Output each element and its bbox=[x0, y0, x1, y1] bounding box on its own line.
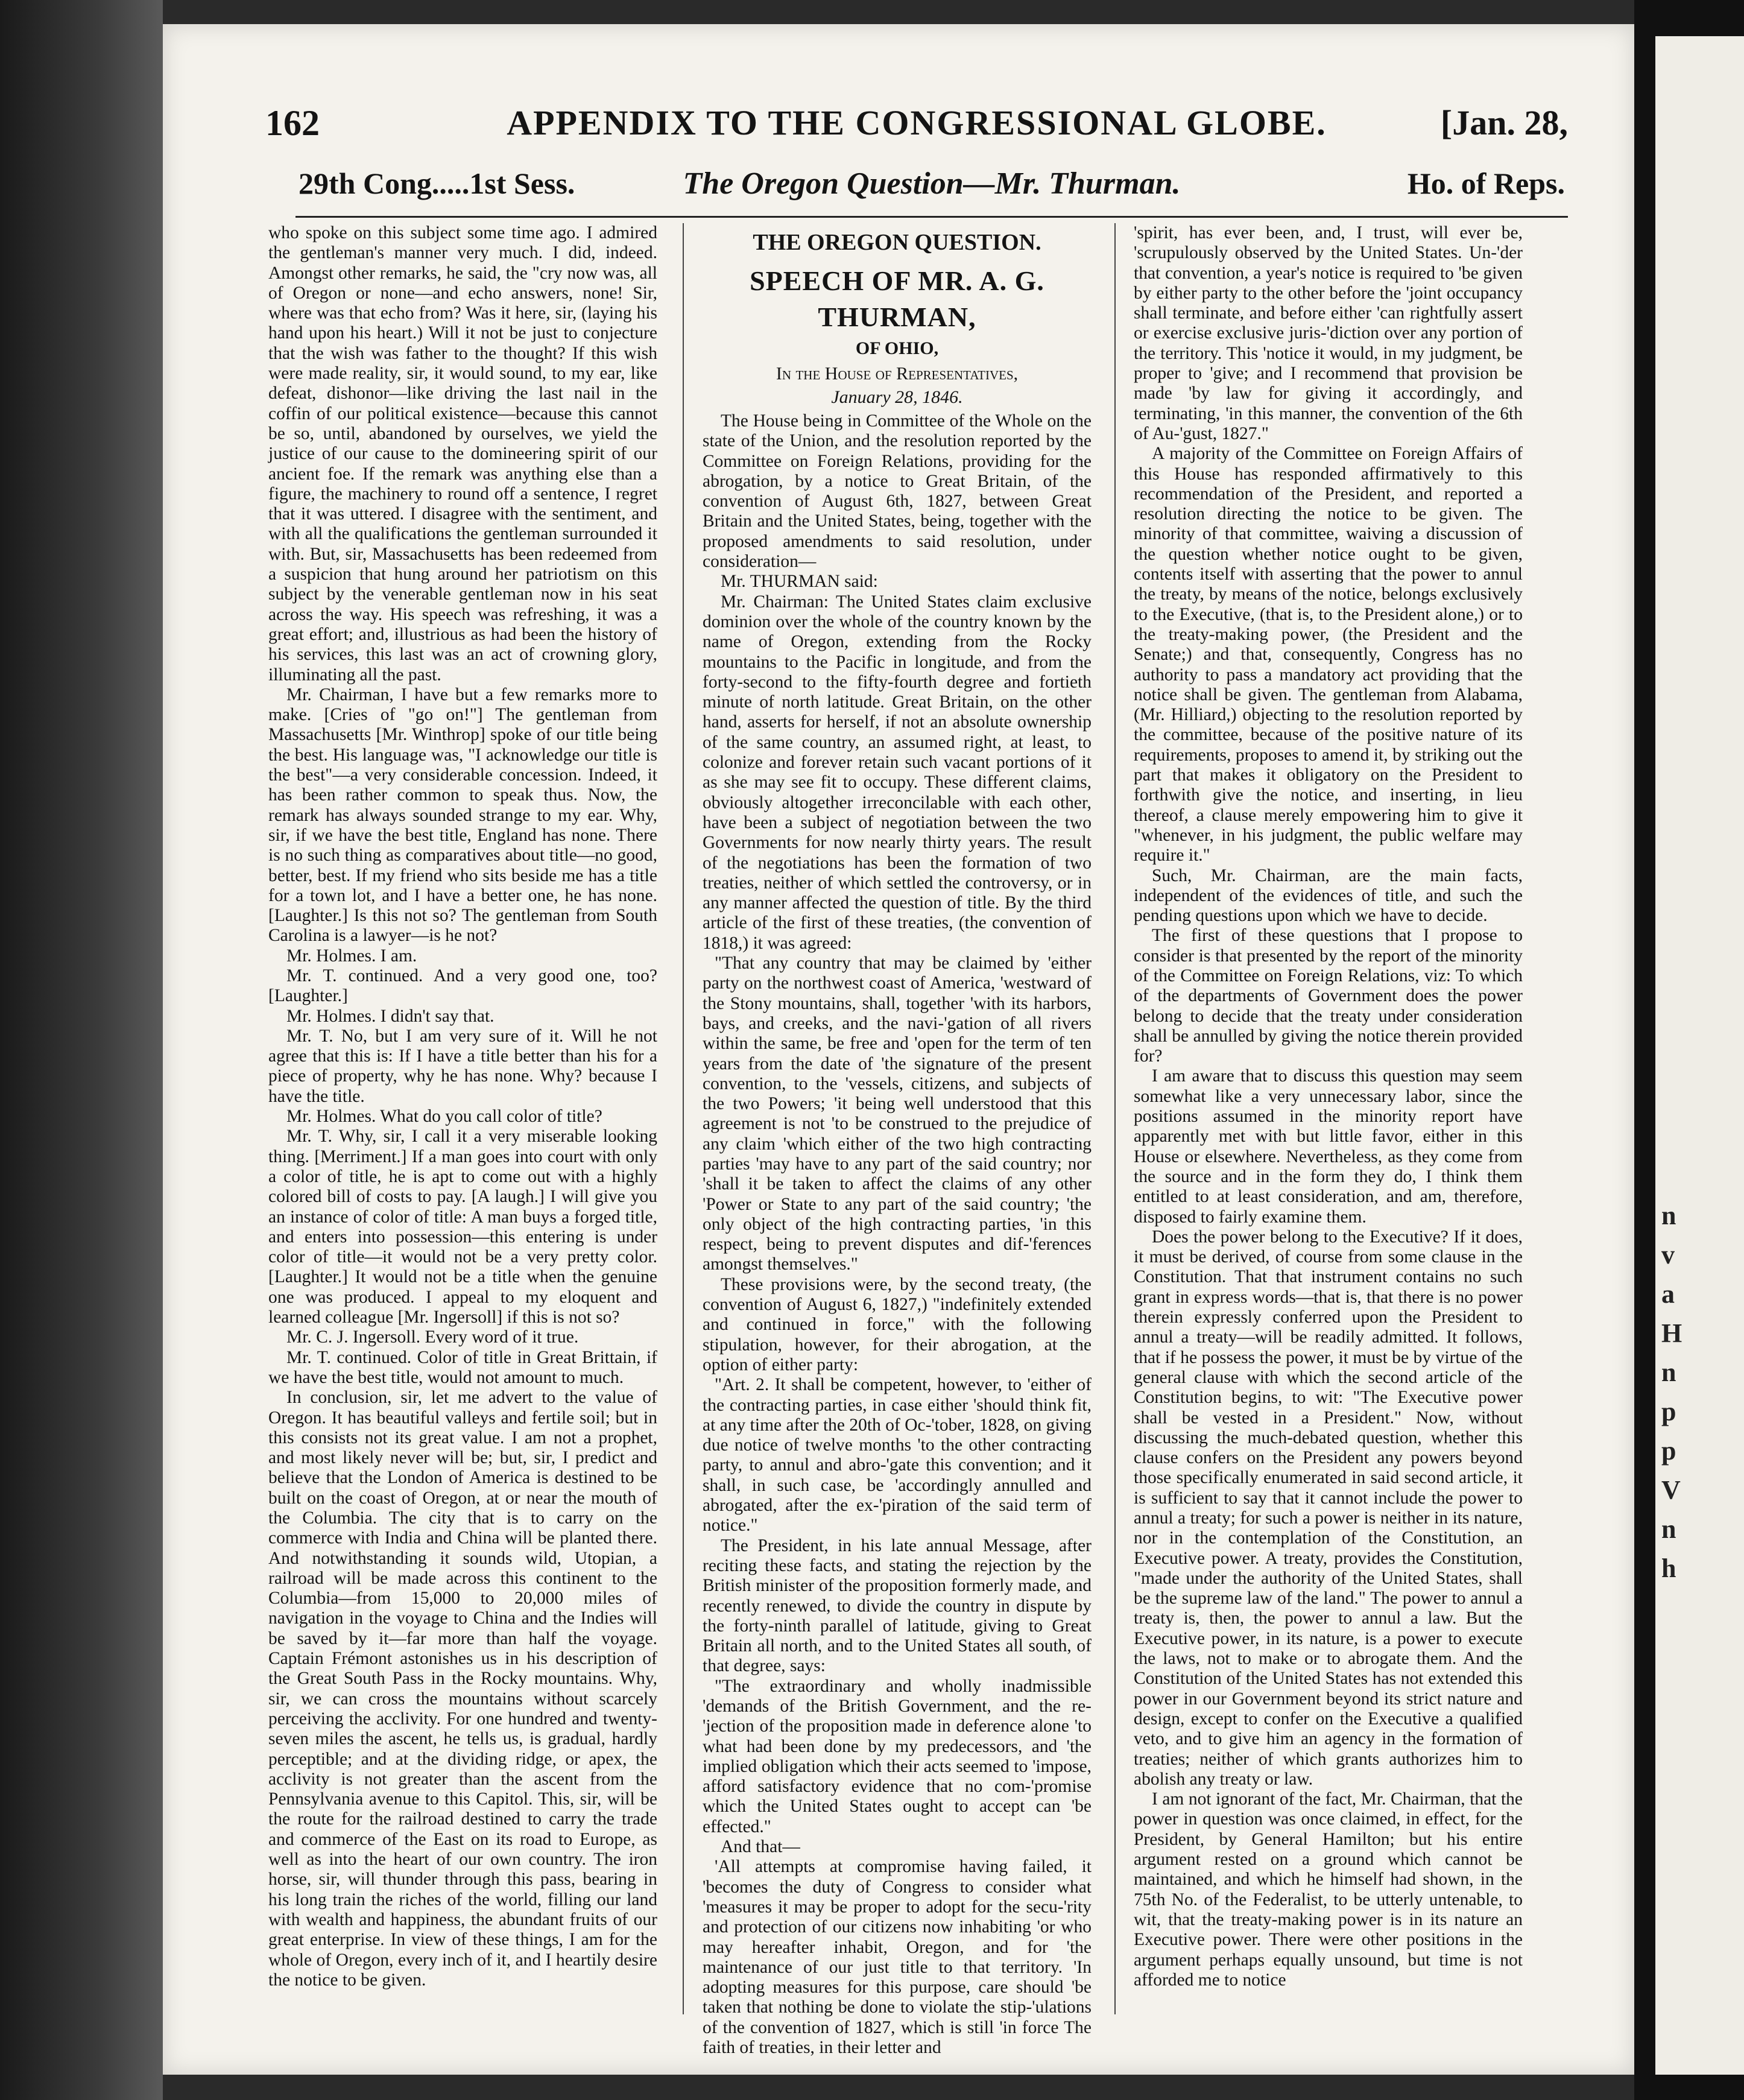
column-3 bbox=[1134, 223, 1523, 2020]
column-divider bbox=[1114, 223, 1116, 2014]
paragraph: Such, Mr. Chairman, are the main facts, independent of the evidences of title, and such the pending questions upon which we have to decide. bbox=[1134, 865, 1523, 926]
section-heading: THE OREGON QUESTION. bbox=[753, 230, 1041, 255]
paragraph: Mr. Holmes. I didn't say that. bbox=[286, 1006, 494, 1026]
speech-date: January 28, 1846. bbox=[831, 387, 963, 407]
paragraph: The President, in his late annual Message, after reciting these facts, and stating the rejection by the British minister of the proposition formerly made, and recently renewed, to divide the country in dispute by the forty-ninth parallel of latitude, giving to Great Britain all north, and to the United States all south, of that degree, says: bbox=[703, 1535, 1092, 1676]
header-date: [Jan. 28, bbox=[1440, 103, 1568, 142]
quoted-paragraph: "That any country that may be claimed by 'either party on the northwest coast of America, 'westward of the Stony mountains, shall, together 'with its harbors, bays, and creeks, and the navi-'gation of all rivers within the same, be free and 'open for the term of ten years from the date of 'the signature of the present convention, to the 'vessels, citizens, and subjects of the two Powers; 'it being well understood that this agreement is not 'to be construed to the prejudice of any claim 'which either of the two high contracting parties 'may have to any part of the said country; nor 'shall it be taken to affect the claims of any other 'Power or State to any part of the said country; 'the only object of the high contracting parties, 'in this respect, being to prevent disputes and dif-'ferences amongst themselves." bbox=[703, 954, 1092, 1274]
paragraph: Mr. THURMAN said: bbox=[721, 572, 878, 592]
paragraph: Mr. Chairman: The United States claim exclusive dominion over the whole of the country known by the name of Oregon, extending from the Rocky mountains to the Pacific in longitude, and from the forty-second to the fifty-fourth degree and fortieth minute of north latitude. Great Britain, on the other hand, asserts for herself, if not an absolute ownership of the same country, an assumed right, at least, to colonize and forever retain such vacant portions of it as she may see fit to occupy. These different claims, obviously altogether irreconcilable with each other, have been a subject of negotiation between the two Governments for now nearly thirty years. The result of the negotiations has been the formation of two treaties, neither of which settled the controversy, or in any manner affected the question of title. By the third article of the first of these treaties, (the convention of 1818,) it was agreed: bbox=[703, 592, 1092, 953]
adjacent-fragment: n bbox=[1661, 1201, 1676, 1230]
adjacent-fragment: V bbox=[1661, 1475, 1681, 1505]
speech-title: SPEECH OF MR. A. G. THURMAN, bbox=[750, 265, 1044, 332]
speaker-state: OF OHIO, bbox=[855, 338, 939, 358]
column-1 bbox=[268, 223, 657, 2020]
adjacent-fragment: n bbox=[1661, 1358, 1676, 1387]
adjacent-fragment: p bbox=[1661, 1397, 1676, 1426]
paragraph: Mr. Holmes. I am. bbox=[286, 946, 417, 966]
journal-title: APPENDIX TO THE CONGRESSIONAL GLOBE. bbox=[507, 103, 1327, 142]
paragraph: The first of these questions that I propose to consider is that presented by the report of the minority of the Committee on Foreign Relations, viz: To which of the departments of Government does the power belong to decide that the treaty under consideration shall be annulled by giving the notice therein provided for? bbox=[1134, 926, 1523, 1066]
adjacent-fragment: h bbox=[1661, 1554, 1676, 1583]
adjacent-page-edge bbox=[1655, 36, 1744, 2075]
paragraph: who spoke on this subject some time ago. I admired the gentleman's manner very much. I did, indeed. Amongst other remarks, he said, the "cry now was, all of Oregon or none—and echo answers, none! Sir, where was that echo from? Was it here, sir, (laying his hand upon his heart.) Will it not be just to conjecture that the wish was father to the thought? If this wish were made reality, sir, it would sound, to my ear, like defeat, dishonor—like driving the last nail in the coffin of our political existence—because this cannot be so, until, abandoned by ourselves, we yield the justice of our cause to the domineering spirit of our ancient foe. If the remark was anything else than a figure, the machinery to round off a sentence, I regret that it was uttered. I disagree with the sentiment, and with all the qualifications the gentleman surrounded it with. But, sir, Massachusetts has been redeemed from a suspicion that hung around her patriotism on this subject by the venerable gentleman now in his seat across the way. His speech was refreshing, it was a great effort; and, illustrious as had been the history of his services, this last was an act of crowning glory, illuminating all the past. bbox=[268, 223, 657, 685]
paragraph: I am aware that to discuss this question may seem somewhat like a very unnecessary labor, since the positions assumed in the minority report have apparently met with but little favor, either in this House or elsewhere. Nevertheless, as they come from the source and in the form they do, I think them entitled to at least consideration, and am, therefore, disposed to fairly examine them. bbox=[1134, 1066, 1523, 1227]
page-number: 162 bbox=[265, 103, 320, 143]
article-topic: The Oregon Question—Mr. Thurman. bbox=[683, 166, 1181, 201]
paragraph: And that— bbox=[721, 1837, 800, 1857]
paragraph: Mr. T. continued. And a very good one, too? [Laughter.] bbox=[268, 966, 657, 1006]
quoted-paragraph: 'All attempts at compromise having failed, it 'becomes the duty of Congress to consider what 'measures it may be proper to adopt for the secu-'rity and protection of our citizens now inhabiting 'or who may hereafter inhabit, Oregon, and for 'the maintenance of our just title to that territory. 'In adopting measures for this purpose, care should 'be taken that nothing be done to violate the stip-'ulations of the convention of 1827, which is still 'in force The faith of treaties, in their letter and bbox=[703, 1857, 1092, 2058]
newspaper-page bbox=[163, 24, 1634, 2075]
paragraph: These provisions were, by the second treaty, (the convention of August 6, 1827,) "indefinitely extended and continued in force," with the following stipulation, however, for their abrogation, at the option of either party: bbox=[703, 1274, 1092, 1374]
paragraph: In conclusion, sir, let me advert to the value of Oregon. It has beautiful valleys and fertile soil; but in this consists not its great value. I am not a prophet, and most likely never will be; but, sir, I predict and believe that the London of America is destined to be built on the coast of Oregon, at or near the mouth of the Columbia. The city that is to carry on the commerce with India and China will be planted there. And notwithstanding it sounds wild, Utopian, a railroad will be made across this continent to the Columbia—from 15,000 to 20,000 miles of navigation in the voyage to China and the Indies will be saved by it—far more than half the voyage. Captain Frémont astonishes us in his description of the Great South Pass in the Rocky mountains. Why, sir, we can cross the mountains without scarcely perceiving the acclivity. For one hundred and twenty-seven miles the ascent, he tells us, is gradual, hardly perceptible; and at the dividing ridge, or apex, the acclivity is not greater than the ascent from the Pennsylvania avenue to this Capitol. This, sir, will be the route for the railroad destined to carry the trade and commerce of the East on its road to Europe, as well as into the heart of our own country. The iron horse, sir, will thunder through this pass, bearing in his long train the riches of the world, filling our land with wealth and happiness, the abundant fruits of our great enterprise. In view of these things, I am for the whole of Oregon, every inch of it, and I heartily desire the notice to be given. bbox=[268, 1388, 657, 1990]
quoted-paragraph: "The extraordinary and wholly inadmissible 'demands of the British Government, and the re-'jection of the proposition made in deference alone 'to what had been done by my predecessors, and 'the implied obligation which their acts seemed to 'impose, afford satisfactory evidence that no com-'promise which the United States ought to accept can 'be effected." bbox=[703, 1676, 1092, 1836]
adjacent-fragment: n bbox=[1661, 1514, 1676, 1544]
paragraph: Mr. T. continued. Color of title in Great Brittain, if we have the best title, would not amount to much. bbox=[268, 1347, 657, 1387]
column-divider bbox=[683, 223, 684, 2014]
chamber-line: In the House of Representatives, bbox=[776, 364, 1019, 384]
running-header bbox=[265, 103, 1568, 151]
paragraph: Mr. T. No, but I am very sure of it. Will he not agree that this is: If I have a title better than his for a piece of property, why he has none. Why? because I have the title. bbox=[268, 1026, 657, 1106]
quoted-paragraph: 'spirit, has ever been, and, I trust, will ever be, 'scrupulously observed by the United States. Un-'der that convention, a year's notice is required to 'be given by either party to the other before the 'joint occupancy shall terminate, and before either 'can rightfully assert or exercise exclusive juris-'diction over any portion of the territory. This 'notice it would, in my judgment, be proper to 'give; and I recommend that provision be made 'by law for giving it accordingly, and terminating, 'in this manner, the convention of the 6th of Au-'gust, 1827." bbox=[1134, 223, 1523, 443]
adjacent-fragment: p bbox=[1661, 1436, 1676, 1466]
scan-background-left bbox=[0, 0, 163, 2100]
paragraph: The House being in Committee of the Whole on the state of the Union, and the resolution reported by the Committee on Foreign Relations, providing for the abrogation, by a notice to Great Britain, of the convention of August 6th, 1827, between Great Britain and the United States, being, together with the proposed amendments to said resolution, under consideration— bbox=[703, 411, 1092, 572]
paragraph: Mr. Chairman, I have but a few remarks more to make. [Cries of "go on!"] The gentleman from Massachusetts [Mr. Winthrop] spoke of our title being the best. His language was, "I acknowledge our title is the best"—a very considerable concession. Indeed, it has been rather common to speak thus. Now, the remark has always sounded strange to my ear. Why, sir, if we have the best title, England has none. There is no such thing as comparatives about title—no good, better, best. If my friend who sits beside me has a title for a town lot, and I have a better one, he has none. [Laughter.] Is this not so? The gentleman from South Carolina is a lawyer—is he not? bbox=[268, 685, 657, 946]
column-2 bbox=[703, 223, 1092, 2058]
paragraph: Mr. T. Why, sir, I call it a very miserable looking thing. [Merriment.] If a man goes into court with only a color of title, he is apt to come out with a highly colored bill of costs to pay. [A laugh.] I will give you an instance of color of title: A man buys a forged title, and enters into possession—this entering is under color of title—it would not be a very pretty color. [Laughter.] It would not be a title when the genuine one was produced. I appeal to my eloquent and learned colleague [Mr. Ingersoll] if this is not so? bbox=[268, 1127, 657, 1327]
adjacent-fragment: H bbox=[1661, 1318, 1682, 1348]
paragraph: Mr. C. J. Ingersoll. Every word of it true. bbox=[286, 1327, 579, 1347]
header-rule bbox=[295, 216, 1568, 218]
adjacent-fragment: a bbox=[1661, 1279, 1675, 1309]
paragraph: I am not ignorant of the fact, Mr. Chairman, that the power in question was once claimed, in effect, for the President, by General Hamilton; but his entire argument rested on a ground which cannot be maintained, and which he himself had shown, in the 75th No. of the Federalist, to be utterly untenable, to wit, that the treaty-making power is in its nature an Executive power. There were other positions in the argument perhaps equally unsound, but time is not afforded me to notice bbox=[1134, 1789, 1523, 1990]
paragraph: A majority of the Committee on Foreign Affairs of this House has responded affirmatively to this recommendation of the President, and reported a resolution directing the notice to be given. The minority of that committee, waiving a discussion of the question whether notice ought to be given, contents itself with asserting that the power to annul the treaty, by means of the notice, belongs exclusively to the Executive, (that is, to the President alone,) or to the treaty-making power, (the President and the Senate;) and that, consequently, Congress has no authority to pass a mandatory act providing that the notice shall be given. The gentleman from Alabama, (Mr. Hilliard,) objecting to the resolution reported by the committee, because of the positive nature of its requirements, proposes to amend it, by striking out the part that makes it obligatory on the President to forthwith give the notice, and inserting, in lieu thereof, a clause merely empowering him to give it "whenever, in his judgment, the public welfare may require it." bbox=[1134, 444, 1523, 865]
adjacent-fragment: v bbox=[1661, 1240, 1675, 1270]
sub-header bbox=[299, 166, 1565, 208]
paragraph: Does the power belong to the Executive? If it does, it must be derived, of course from some clause in the Constitution. That that instrument contains no such grant in express words—that is, that there is no power therein expressly conferred upon the President to annul a treaty—will be readily admitted. It follows, that if he possess the power, it must be by virtue of the general clause with which the second article of the Constitution begins, to wit: "The Executive power shall be vested in a President." Now, without discussing the much-debated question, whether this clause confers on the President any powers beyond those specifically enumerated in said second article, it is sufficient to say that it cannot include the power to annul a treaty; for such a power is neither in its nature, nor in the contemplation of the Constitution, an Executive power. A treaty, provides the Constitution, "made under the authority of the United States, shall be the supreme law of the land." The power to annul a treaty is, then, the power to annul a law. But the Executive power, in its nature, is a power to execute the laws, not to make or to abrogate them. And the Constitution of the United States has not extended this power in our Government beyond its strict nature and design, except to confer on the Executive a qualified veto, and to give him an agency in the formation of treaties; neither of which grants authorizes him to abolish any treaty or law. bbox=[1134, 1227, 1523, 1789]
paragraph: Mr. Holmes. What do you call color of title? bbox=[286, 1107, 602, 1127]
quoted-paragraph: "Art. 2. It shall be competent, however, to 'either of the contracting parties, in case either 'should think fit, at any time after the 20th of Oc-'tober, 1828, on giving due notice of twelve months 'to the other contracting party, to annul and abro-'gate this convention; and it shall, in such case, be 'accordingly annulled and abrogated, after the ex-'piration of the said term of notice." bbox=[703, 1375, 1092, 1535]
session-label: 29th Cong.....1st Sess. bbox=[299, 166, 575, 200]
house-label: Ho. of Reps. bbox=[1407, 166, 1565, 200]
